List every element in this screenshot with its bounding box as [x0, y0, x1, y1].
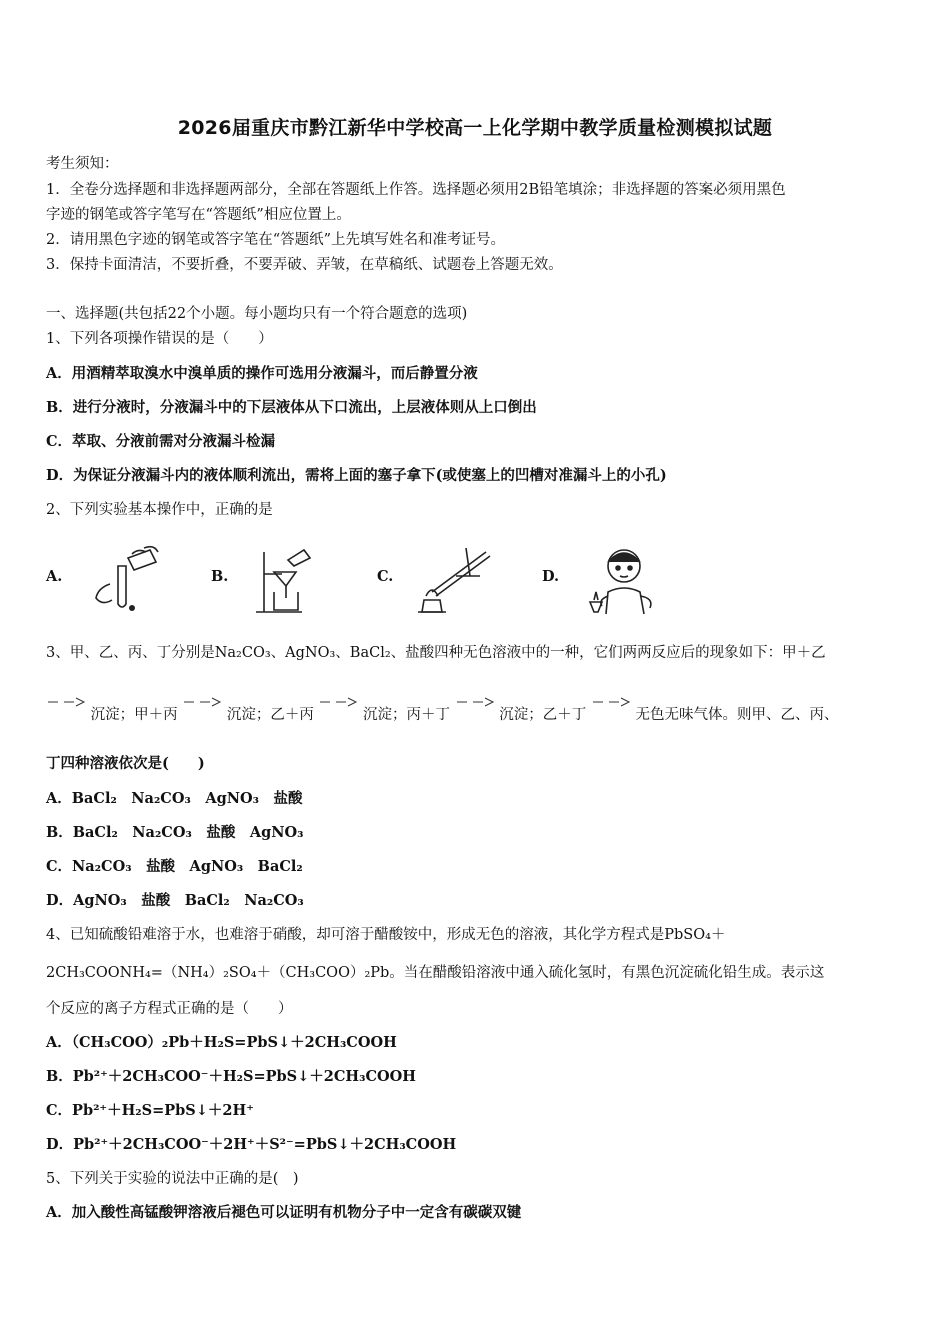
q3-option-b: B．BaCl₂ Na₂CO₃ 盐酸 AgNO₃ — [46, 824, 304, 841]
q5-option-a: A．加入酸性高锰酸钾溶液后褪色可以证明有机物分子中一定含有碳碳双键 — [46, 1204, 522, 1221]
q1-stem: 1、下列各项操作错误的是（ ） — [46, 331, 273, 347]
q4-option-d: D．Pb²⁺＋2CH₃COO⁻＋2H⁺＋S²⁻=PbS↓＋2CH₃COOH — [46, 1136, 457, 1153]
notice-item-3: 3．保持卡面清洁，不要折叠，不要弄破、弄皱，在草稿纸、试题卷上答题无效。 — [46, 257, 563, 273]
section-heading: 一、选择题(共包括22个小题。每小题均只有一个符合题意的选项) — [46, 306, 468, 322]
notice-heading: 考生须知： — [46, 156, 119, 172]
q1-option-b: B．进行分液时，分液漏斗中的下层液体从下口流出，上层液体则从上口倒出 — [46, 399, 537, 416]
q2-label-c: C. — [377, 568, 394, 585]
q1-option-c: C．萃取、分液前需对分液漏斗检漏 — [46, 433, 276, 450]
q4-option-c: C．Pb²⁺＋H₂S=PbS↓＋2H⁺ — [46, 1102, 254, 1119]
q3-option-d: D．AgNO₃ 盐酸 BaCl₂ Na₂CO₃ — [46, 892, 304, 909]
q4-option-b: B．Pb²⁺＋2CH₃COO⁻＋H₂S=PbS↓＋2CH₃COOH — [46, 1068, 416, 1085]
q3-line-1: 3、甲、乙、丙、丁分别是Na₂CO₃、AgNO₃、BaCl₂、盐酸四种无色溶液中的一种，它们两两反应后的现象如下：甲＋乙 — [46, 645, 826, 661]
q3-segment-3: 沉淀；丙＋丁 — [363, 707, 451, 723]
q3-segment-1: 沉淀；甲＋丙 — [90, 707, 178, 723]
notice-item-2: 2．请用黑色字迹的钢笔或答字笔在“答题纸”上先填写姓名和准考证号。 — [46, 232, 506, 248]
reaction-arrow-icon — [46, 708, 86, 722]
q2-figure-c-heating-tube — [412, 546, 492, 616]
notice-item-1: 1．全卷分选择题和非选择题两部分，全部在答题纸上作答。选择题必须用2B铅笔填涂；非选择题的答案必须用黑色 — [46, 182, 786, 198]
q2-figure-a-test-tube-pouring — [88, 544, 168, 616]
reaction-arrow-icon — [182, 708, 222, 722]
q2-figure-b-filtration — [252, 546, 322, 616]
page-title: 2026届重庆市黔江新华中学校高一上化学期中教学质量检测模拟试题 — [177, 117, 773, 139]
q4-line-2: 2CH₃COONH₄=（NH₄）₂SO₄＋（CH₃COO）₂Pb。当在醋酸铅溶液中通入硫化氢时，有黑色沉淀硫化铅生成。表示这 — [46, 965, 825, 981]
q3-segment-2: 沉淀；乙＋丙 — [226, 707, 314, 723]
reaction-arrow-icon — [591, 708, 631, 722]
q1-option-a: A．用酒精萃取溴水中溴单质的操作可选用分液漏斗，而后静置分液 — [46, 365, 478, 382]
q3-reactions-line — [46, 703, 838, 724]
q2-label-a: A. — [46, 568, 63, 585]
notice-item-1-cont: 字迹的钢笔或答字笔写在“答题纸”相应位置上。 — [46, 207, 351, 223]
q3-segment-5: 无色无味气体。则甲、乙、丙、 — [635, 707, 839, 723]
q4-option-a: A．（CH₃COO）₂Pb＋H₂S=PbS↓＋2CH₃COOH — [46, 1034, 397, 1051]
q2-figure-d-smelling-person — [584, 544, 660, 616]
q2-stem: 2、下列实验基本操作中，正确的是 — [46, 502, 273, 518]
q3-option-c: C．Na₂CO₃ 盐酸 AgNO₃ BaCl₂ — [46, 858, 303, 875]
q4-line-3: 个反应的离子方程式正确的是（ ） — [46, 1001, 293, 1017]
q2-label-b: B. — [211, 568, 229, 585]
reaction-arrow-icon — [455, 708, 495, 722]
q1-option-d: D．为保证分液漏斗内的液体顺利流出，需将上面的塞子拿下(或使塞上的凹槽对准漏斗上的小孔) — [46, 467, 667, 484]
q5-stem: 5、下列关于实验的说法中正确的是( ) — [46, 1171, 299, 1187]
q4-line-1: 4、已知硫酸铅难溶于水，也难溶于硝酸，却可溶于醋酸铵中，形成无色的溶液，其化学方程式是PbSO₄＋ — [46, 927, 726, 943]
q3-segment-4: 沉淀；乙＋丁 — [499, 707, 587, 723]
reaction-arrow-icon — [318, 708, 358, 722]
q3-option-a: A．BaCl₂ Na₂CO₃ AgNO₃ 盐酸 — [46, 790, 303, 807]
q3-line-3: 丁四种溶液依次是( ) — [46, 755, 205, 772]
q2-label-d: D. — [542, 568, 560, 585]
